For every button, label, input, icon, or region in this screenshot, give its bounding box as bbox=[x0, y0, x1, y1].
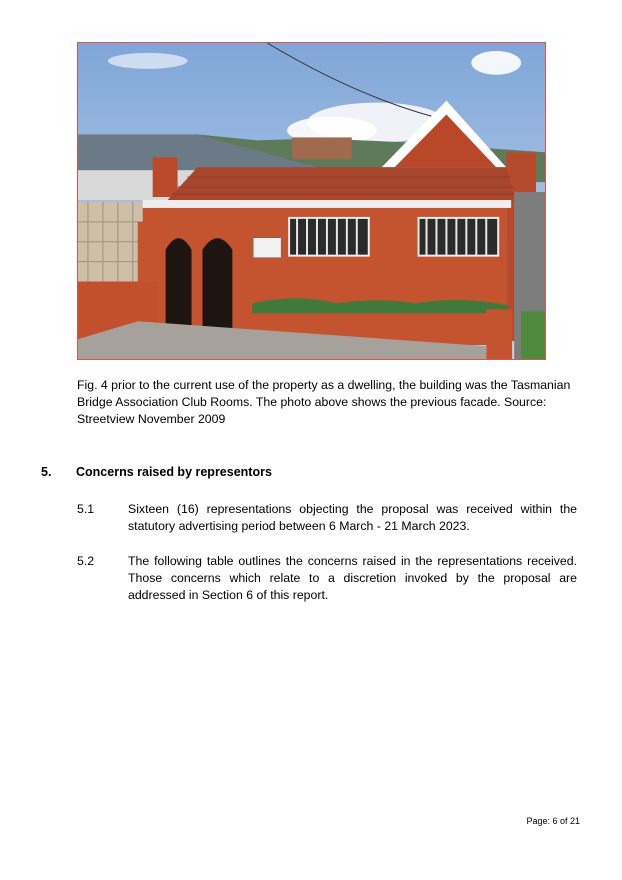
paragraph-text: The following table outlines the concerns raised in the representations received. Those concerns which relate to a discretion invoked by the proposal are addressed in Section 6 of this report. bbox=[128, 554, 577, 602]
paragraph-text: Sixteen (16) representations objecting the proposal was received within the statutory advertising period between 6 March - 21 March 2023. bbox=[128, 502, 577, 533]
page-number: Page: 6 of 21 bbox=[526, 816, 580, 826]
building-facade-photo bbox=[78, 43, 545, 359]
paragraph-5-1 bbox=[77, 501, 577, 535]
paragraph-number: 5.1 bbox=[77, 502, 95, 516]
section-number: 5. bbox=[41, 465, 52, 479]
figure-caption: Fig. 4 prior to the current use of the property as a dwelling, the building was the Tasmanian Bridge Association Club Rooms. The photo above shows the previous facade. Source: Streetview November 2009 bbox=[77, 378, 571, 426]
paragraph-5-2 bbox=[77, 553, 577, 604]
paragraph-number: 5.2 bbox=[77, 554, 95, 568]
section-title: Concerns raised by representors bbox=[76, 465, 272, 479]
section-heading bbox=[41, 465, 272, 479]
figure-photo bbox=[77, 42, 546, 360]
